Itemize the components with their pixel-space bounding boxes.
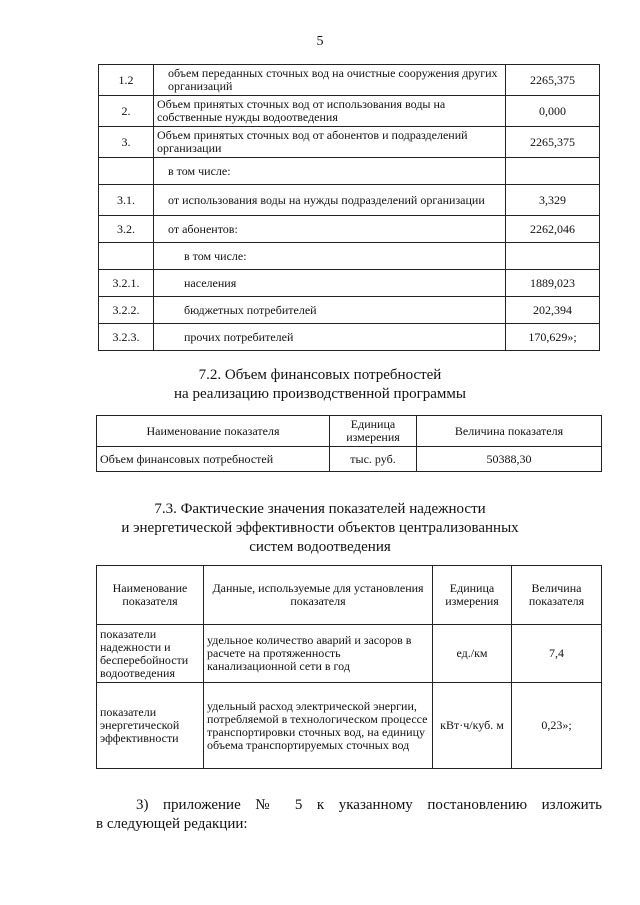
section-title-line: на реализацию производственной программы (174, 386, 466, 402)
section-title-line: 7.3. Фактические значения показателей надежности (154, 501, 486, 517)
column-header: Величина показателя (417, 416, 602, 447)
table-row (99, 158, 600, 185)
column-header: Единица измерения (330, 416, 417, 447)
column-header: Наименование показателя (97, 566, 204, 625)
row-value: 2265,375 (506, 65, 600, 96)
table-row (99, 270, 600, 297)
row-value: 202,394 (506, 297, 600, 324)
indicator-name: показатели надежности и бесперебойности водоотведения (97, 625, 204, 683)
unit: ед./км (433, 625, 512, 683)
row-value: 3,329 (506, 185, 600, 216)
row-number: 1.2 (99, 65, 154, 96)
table-row (99, 185, 600, 216)
row-number: 3. (99, 127, 154, 158)
table-header-row (97, 566, 602, 625)
row-value: 2265,375 (506, 127, 600, 158)
row-description: прочих потребителей (154, 324, 506, 351)
section-title-line: 7.2. Объем финансовых потребностей (198, 367, 442, 383)
unit: кВт·ч/куб. м (433, 683, 512, 769)
row-value: 2262,046 (506, 216, 600, 243)
indicator-value: 50388,30 (417, 447, 602, 472)
row-number (99, 158, 154, 185)
column-header: Данные, используемые для установления показателя (204, 566, 433, 625)
section-7-3-title (0, 500, 640, 557)
page-number: 5 (316, 34, 324, 49)
row-value: 1889,023 (506, 270, 600, 297)
row-description: от абонентов: (154, 216, 506, 243)
row-description: населения (154, 270, 506, 297)
row-number (99, 243, 154, 270)
table-row (99, 127, 600, 158)
row-value (506, 158, 600, 185)
row-description: объем переданных сточных вод на очистные сооружения других организаций (154, 65, 506, 96)
table-row (97, 447, 602, 472)
amendment-paragraph (96, 796, 602, 834)
table-row (97, 625, 602, 683)
row-number: 2. (99, 96, 154, 127)
row-description: в том числе: (154, 158, 506, 185)
paragraph-line: в следующей редакции: (96, 816, 248, 832)
table-row (99, 96, 600, 127)
table-header-row (97, 416, 602, 447)
table-row (99, 297, 600, 324)
table-row (99, 65, 600, 96)
table-row (99, 243, 600, 270)
row-number: 3.1. (99, 185, 154, 216)
section-7-2-title (0, 366, 640, 404)
row-number: 3.2.3. (99, 324, 154, 351)
column-header: Наименование показателя (97, 416, 330, 447)
table-wastewater-volumes (98, 64, 600, 351)
table-row (99, 216, 600, 243)
row-description: от использования воды на нужды подразделений организации (154, 185, 506, 216)
unit: тыс. руб. (330, 447, 417, 472)
row-description: Объем принятых сточных вод от абонентов и подразделений организации (154, 127, 506, 158)
indicator-data: удельный расход электрической энергии, потребляемой в технологическом процессе транспортировки сточных вод, на единицу объема транспортируемых сточных вод (204, 683, 433, 769)
row-value: 170,629»; (506, 324, 600, 351)
indicator-name: показатели энергетической эффективности (97, 683, 204, 769)
row-description: бюджетных потребителей (154, 297, 506, 324)
indicator-name: Объем финансовых потребностей (97, 447, 330, 472)
column-header: Величина показателя (512, 566, 602, 625)
indicator-value: 7,4 (512, 625, 602, 683)
table-financial-needs (96, 415, 602, 472)
row-value: 0,000 (506, 96, 600, 127)
row-number: 3.2.2. (99, 297, 154, 324)
row-number: 3.2. (99, 216, 154, 243)
row-description: в том числе: (154, 243, 506, 270)
table-row (99, 324, 600, 351)
paragraph-line: 3) приложение № 5 к указанному постановлению изложить (136, 797, 602, 813)
section-title-line: систем водоотведения (249, 539, 391, 555)
table-reliability-indicators (96, 565, 602, 769)
row-value (506, 243, 600, 270)
section-title-line: и энергетической эффективности объектов централизованных (121, 520, 519, 536)
indicator-value: 0,23»; (512, 683, 602, 769)
table-row (97, 683, 602, 769)
row-number: 3.2.1. (99, 270, 154, 297)
column-header: Единица измерения (433, 566, 512, 625)
indicator-data: удельное количество аварий и засоров в расчете на протяженность канализационной сети в год (204, 625, 433, 683)
row-description: Объем принятых сточных вод от использования воды на собственные нужды водоотведения (154, 96, 506, 127)
